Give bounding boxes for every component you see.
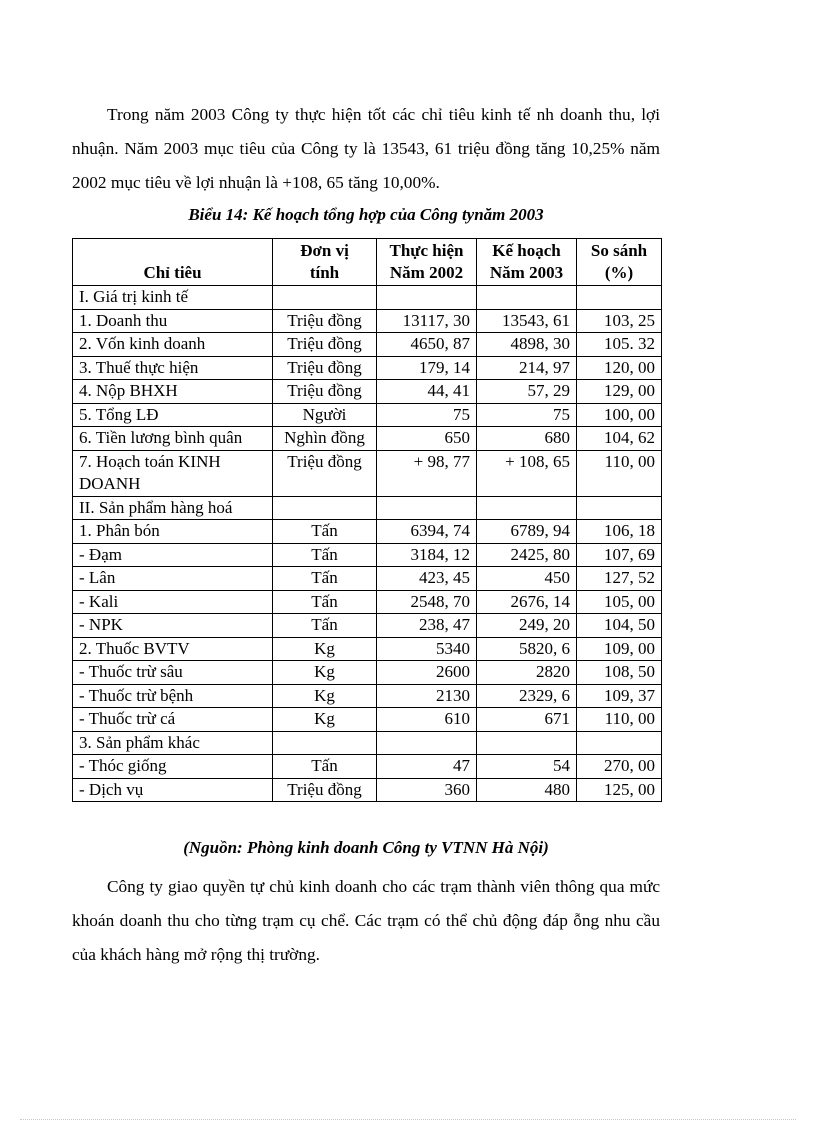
cell-unit: Triệu đồng [273, 380, 377, 404]
cell-indicator: - Kali [73, 590, 273, 614]
cell-plan-2003: 57, 29 [477, 380, 577, 404]
cell-compare: 110, 00 [577, 708, 662, 732]
table-row [73, 637, 662, 661]
header-indicator: Chỉ tiêu [73, 239, 273, 286]
cell-unit [273, 731, 377, 755]
table-row [73, 333, 662, 357]
cell-actual-2002: 610 [377, 708, 477, 732]
cell-indicator: 6. Tiền lương bình quân [73, 427, 273, 451]
cell-compare: 110, 00 [577, 450, 662, 496]
cell-indicator: - Đạm [73, 543, 273, 567]
table-row [73, 708, 662, 732]
table-row [73, 614, 662, 638]
cell-compare: 108, 50 [577, 661, 662, 685]
cell-indicator: 1. Doanh thu [73, 309, 273, 333]
cell-plan-2003: 6789, 94 [477, 520, 577, 544]
cell-plan-2003: 2329, 6 [477, 684, 577, 708]
table-row [73, 520, 662, 544]
cell-indicator: - Thuốc trừ sâu [73, 661, 273, 685]
cell-plan-2003: 249, 20 [477, 614, 577, 638]
cell-unit: Tấn [273, 520, 377, 544]
table-row [73, 731, 662, 755]
page-bottom-divider [20, 1119, 796, 1120]
cell-indicator: - Thuốc trừ cá [73, 708, 273, 732]
cell-actual-2002: 75 [377, 403, 477, 427]
cell-actual-2002: 650 [377, 427, 477, 451]
cell-indicator: 4. Nộp BHXH [73, 380, 273, 404]
cell-plan-2003: 480 [477, 778, 577, 802]
table-row [73, 661, 662, 685]
cell-indicator: I. Giá trị kinh tế [73, 286, 273, 310]
cell-actual-2002: 179, 14 [377, 356, 477, 380]
cell-unit: Tấn [273, 543, 377, 567]
cell-indicator: 7. Hoạch toán KINH DOANH [73, 450, 273, 496]
cell-unit [273, 496, 377, 520]
table-row [73, 590, 662, 614]
cell-actual-2002: + 98, 77 [377, 450, 477, 496]
cell-actual-2002: 2130 [377, 684, 477, 708]
cell-plan-2003 [477, 731, 577, 755]
cell-plan-2003 [477, 286, 577, 310]
cell-plan-2003: 2425, 80 [477, 543, 577, 567]
cell-plan-2003: 2820 [477, 661, 577, 685]
cell-indicator: - NPK [73, 614, 273, 638]
table-row [73, 427, 662, 451]
cell-actual-2002: 5340 [377, 637, 477, 661]
table-row [73, 450, 662, 496]
cell-actual-2002: 47 [377, 755, 477, 779]
cell-compare: 127, 52 [577, 567, 662, 591]
table-row [73, 403, 662, 427]
cell-compare: 120, 00 [577, 356, 662, 380]
cell-compare [577, 496, 662, 520]
cell-unit: Kg [273, 684, 377, 708]
cell-plan-2003: 2676, 14 [477, 590, 577, 614]
table-row [73, 684, 662, 708]
closing-paragraph [72, 870, 660, 972]
cell-plan-2003: 680 [477, 427, 577, 451]
header-compare: So sánh (%) [577, 239, 662, 286]
cell-compare: 107, 69 [577, 543, 662, 567]
cell-unit: Kg [273, 708, 377, 732]
cell-compare: 100, 00 [577, 403, 662, 427]
cell-unit: Triệu đồng [273, 356, 377, 380]
cell-unit: Triệu đồng [273, 309, 377, 333]
plan-table [72, 238, 662, 802]
cell-compare: 125, 00 [577, 778, 662, 802]
table-row [73, 778, 662, 802]
cell-indicator: - Lân [73, 567, 273, 591]
cell-compare: 129, 00 [577, 380, 662, 404]
cell-compare: 106, 18 [577, 520, 662, 544]
source-note: (Nguồn: Phòng kinh doanh Công ty VTNN Hà Nội) [183, 838, 549, 857]
cell-plan-2003: 450 [477, 567, 577, 591]
cell-actual-2002: 2548, 70 [377, 590, 477, 614]
cell-plan-2003: + 108, 65 [477, 450, 577, 496]
cell-unit: Người [273, 403, 377, 427]
cell-compare: 105, 00 [577, 590, 662, 614]
cell-plan-2003: 13543, 61 [477, 309, 577, 333]
cell-actual-2002: 4650, 87 [377, 333, 477, 357]
cell-actual-2002: 360 [377, 778, 477, 802]
cell-compare: 104, 62 [577, 427, 662, 451]
cell-indicator: 2. Thuốc BVTV [73, 637, 273, 661]
cell-indicator: - Thuốc trừ bệnh [73, 684, 273, 708]
intro-paragraph [72, 98, 660, 200]
cell-compare: 103, 25 [577, 309, 662, 333]
cell-actual-2002 [377, 496, 477, 520]
cell-indicator: II. Sản phẩm hàng hoá [73, 496, 273, 520]
cell-compare [577, 731, 662, 755]
table-header-row [73, 239, 662, 286]
cell-plan-2003: 54 [477, 755, 577, 779]
table-row [73, 356, 662, 380]
table-row [73, 543, 662, 567]
cell-unit: Kg [273, 661, 377, 685]
table-caption: Biểu 14: Kế hoạch tổng hợp của Công tynăm 2003 [188, 205, 544, 224]
cell-unit: Triệu đồng [273, 333, 377, 357]
cell-actual-2002: 13117, 30 [377, 309, 477, 333]
table-row [73, 755, 662, 779]
cell-actual-2002 [377, 731, 477, 755]
cell-compare: 105. 32 [577, 333, 662, 357]
cell-unit: Tấn [273, 614, 377, 638]
cell-plan-2003: 671 [477, 708, 577, 732]
cell-indicator: 3. Sản phẩm khác [73, 731, 273, 755]
cell-unit: Tấn [273, 755, 377, 779]
cell-plan-2003: 75 [477, 403, 577, 427]
cell-unit: Triệu đồng [273, 778, 377, 802]
cell-unit: Tấn [273, 590, 377, 614]
intro-paragraph-text: Trong năm 2003 Công ty thực hiện tốt các chỉ tiêu kinh tế nh doanh thu, lợi nhuận. Năm 2003 mục tiêu của Công ty là 13543, 61 triệu đồng tăng 10,25% năm 2002 mục tiêu về lợi nhuận là +108, 65 tăng 10,00%. [72, 105, 660, 192]
cell-unit: Tấn [273, 567, 377, 591]
cell-unit [273, 286, 377, 310]
cell-indicator: 3. Thuế thực hiện [73, 356, 273, 380]
cell-indicator: 5. Tổng LĐ [73, 403, 273, 427]
header-actual-2002: Thực hiện Năm 2002 [377, 239, 477, 286]
cell-compare [577, 286, 662, 310]
cell-compare: 104, 50 [577, 614, 662, 638]
cell-unit: Triệu đồng [273, 450, 377, 496]
cell-plan-2003 [477, 496, 577, 520]
cell-indicator: 1. Phân bón [73, 520, 273, 544]
table-body [73, 286, 662, 802]
cell-compare: 270, 00 [577, 755, 662, 779]
cell-plan-2003: 5820, 6 [477, 637, 577, 661]
header-plan-2003: Kế hoạch Năm 2003 [477, 239, 577, 286]
header-unit: Đơn vị tính [273, 239, 377, 286]
table-row [73, 567, 662, 591]
cell-unit: Kg [273, 637, 377, 661]
table-row [73, 286, 662, 310]
cell-actual-2002: 238, 47 [377, 614, 477, 638]
cell-indicator: 2. Vốn kinh doanh [73, 333, 273, 357]
cell-actual-2002: 44, 41 [377, 380, 477, 404]
closing-paragraph-text: Công ty giao quyền tự chủ kinh doanh cho các trạm thành viên thông qua mức khoán doanh thu cho từng trạm cụ chể. Các trạm có thể chủ động đáp ỗng nhu cầu của khách hàng mở rộng thị trường. [72, 877, 660, 964]
cell-plan-2003: 214, 97 [477, 356, 577, 380]
cell-compare: 109, 00 [577, 637, 662, 661]
cell-actual-2002 [377, 286, 477, 310]
cell-plan-2003: 4898, 30 [477, 333, 577, 357]
cell-unit: Nghìn đồng [273, 427, 377, 451]
cell-compare: 109, 37 [577, 684, 662, 708]
table-row [73, 309, 662, 333]
cell-actual-2002: 423, 45 [377, 567, 477, 591]
cell-actual-2002: 6394, 74 [377, 520, 477, 544]
cell-actual-2002: 3184, 12 [377, 543, 477, 567]
cell-actual-2002: 2600 [377, 661, 477, 685]
table-row [73, 380, 662, 404]
cell-indicator: - Thóc giống [73, 755, 273, 779]
cell-indicator: - Dịch vụ [73, 778, 273, 802]
table-row [73, 496, 662, 520]
